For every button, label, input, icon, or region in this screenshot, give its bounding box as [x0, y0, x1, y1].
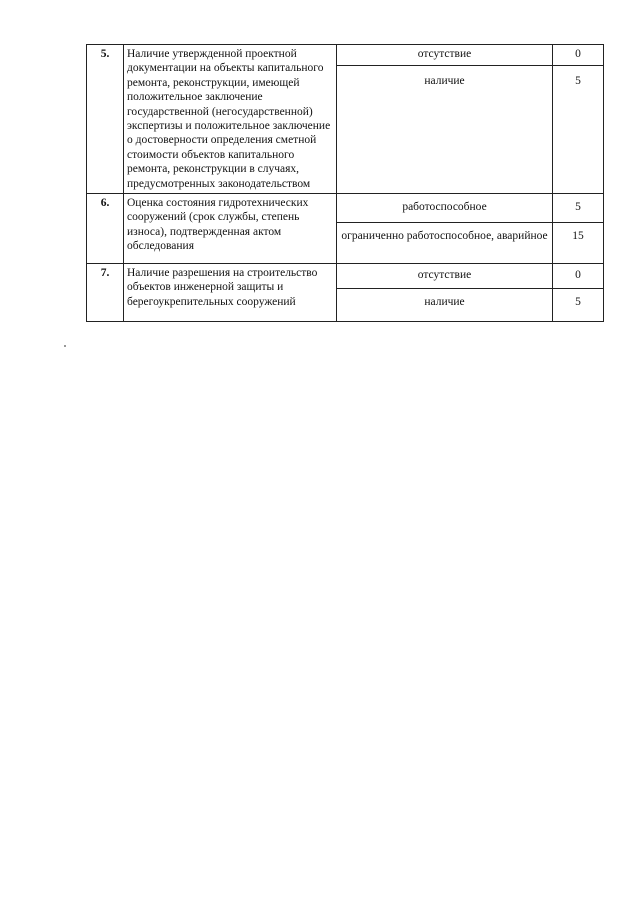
option-score: 5: [553, 194, 604, 223]
scan-speck: [64, 345, 66, 347]
option-label: ограниченно работоспособное, аварийное: [337, 223, 553, 264]
option-label: наличие: [337, 289, 553, 322]
option-score: 15: [553, 223, 604, 264]
option-label: отсутствие: [337, 45, 553, 66]
row-number: 5.: [87, 45, 124, 194]
option-label: работоспособное: [337, 194, 553, 223]
criteria-table: [86, 44, 604, 322]
table-row: [87, 264, 604, 289]
criterion-text: Наличие утвержденной проектной документации на объекты капитального ремонта, реконструкции, имеющей положительное заключение государственной (негосударственной) экспертизы и положительное заключение о достоверности определения сметной стоимости объектов капитального ремонта, реконструкции в случаях, предусмотренных законодательством: [124, 45, 337, 194]
row-number: 7.: [87, 264, 124, 322]
table-row: [87, 45, 604, 66]
option-score: 5: [553, 66, 604, 194]
option-score: 0: [553, 264, 604, 289]
option-label: наличие: [337, 66, 553, 194]
option-label: отсутствие: [337, 264, 553, 289]
row-number: 6.: [87, 194, 124, 264]
option-score: 5: [553, 289, 604, 322]
criterion-text: Оценка состояния гидротехнических сооружений (срок службы, степень износа), подтвержденная актом обследования: [124, 194, 337, 264]
table-row: [87, 194, 604, 223]
option-score: 0: [553, 45, 604, 66]
criterion-text: Наличие разрешения на строительство объектов инженерной защиты и берегоукрепительных сооружений: [124, 264, 337, 322]
